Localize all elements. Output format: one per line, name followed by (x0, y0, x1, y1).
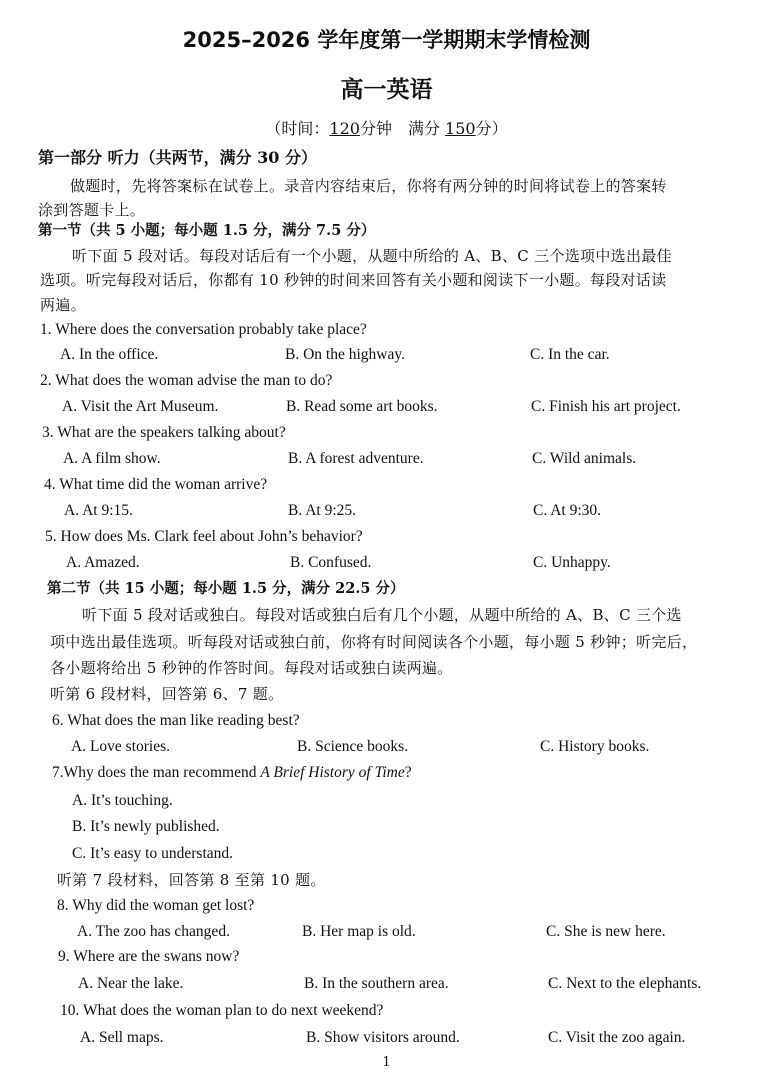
question-7-option-b: B. It’s newly published. (72, 818, 220, 835)
question-7-option-c: C. It’s easy to understand. (72, 845, 234, 862)
question-5-option-a: A. Amazed. (66, 554, 140, 571)
question-5-stem: 5. How does Ms. Clark feel about John’s behavior? (45, 528, 363, 545)
question-6-option-c: C. History books. (540, 738, 650, 755)
time-score-line (0, 119, 773, 139)
section2-instr-line3: 各小题将给出 5 秒钟的作答时间。每段对话或独白读两遍。 (50, 659, 453, 677)
question-4-option-b: B. At 9:25. (288, 502, 357, 519)
question-2-option-c: C. Finish his art project. (531, 398, 681, 415)
book-title: A Brief History of Time (260, 764, 405, 781)
section2-instr-line2: 项中选出最佳选项。听每段对话或独白前，你将有时间阅读各个小题，每小题 5 秒钟；听完后， (50, 633, 698, 651)
subject-title: 高一英语 (340, 77, 433, 103)
question-10-option-b: B. Show visitors around. (306, 1029, 460, 1046)
question-3-option-b: B. A forest adventure. (288, 450, 424, 467)
question-10-stem: 10. What does the woman plan to do next weekend? (60, 1002, 384, 1019)
part1-heading: 第一部分 听力（共两节，满分 30 分） (38, 148, 317, 167)
question-9-stem: 9. Where are the swans now? (58, 948, 240, 965)
question-4-option-c: C. At 9:30. (533, 502, 602, 519)
section1-heading: 第一节（共 5 小题；每小题 1.5 分，满分 7.5 分） (38, 222, 376, 239)
question-8-option-a: A. The zoo has changed. (77, 923, 230, 940)
part1-instruction-line1: 做题时，先将答案标在试卷上。录音内容结束后，你将有两分钟的时间将试卷上的答案转 (70, 177, 667, 195)
question-8-option-b: B. Her map is old. (302, 923, 416, 940)
section1-instr-line1: 听下面 5 段对话。每段对话后有一个小题，从题中所给的 A、B、C 三个选项中选出最佳 (72, 247, 672, 265)
score-value: 150 (445, 119, 476, 138)
question-6-stem: 6. What does the man like reading best? (52, 712, 300, 729)
question-3-stem: 3. What are the speakers talking about? (42, 424, 286, 441)
section1-instr-line2: 选项。听完每段对话后，你都有 10 秒钟的时间来回答有关小题和阅读下一小题。每段对话读 (40, 271, 667, 289)
question-7-stem-suffix: ? (404, 764, 412, 781)
question-8-stem: 8. Why did the woman get lost? (57, 897, 255, 914)
question-9-option-b: B. In the southern area. (304, 975, 449, 992)
question-3-option-c: C. Wild animals. (532, 450, 637, 467)
question-1-option-c: C. In the car. (530, 346, 610, 363)
question-10-option-c: C. Visit the zoo again. (548, 1029, 686, 1046)
question-2-stem: 2. What does the woman advise the man to do? (40, 372, 333, 389)
question-5-option-b: B. Confused. (290, 554, 372, 571)
page-number: 1 (382, 1055, 391, 1070)
section1-instr-line3: 两遍。 (40, 296, 86, 314)
question-7-stem-prefix: 7.Why does the man recommend (52, 764, 261, 781)
question-4-stem: 4. What time did the woman arrive? (44, 476, 268, 493)
time-mid: 分钟 满分 (359, 119, 446, 138)
question-5-option-c: C. Unhappy. (533, 554, 611, 571)
material-7-note: 听第 7 段材料，回答第 8 至第 10 题。 (57, 871, 326, 889)
question-1-option-a: A. In the office. (60, 346, 159, 363)
question-9-option-c: C. Next to the elephants. (548, 975, 702, 992)
question-3-option-a: A. A film show. (63, 450, 161, 467)
question-1-stem: 1. Where does the conversation probably take place? (40, 321, 367, 338)
time-value: 120 (329, 119, 360, 138)
question-8-option-c: C. She is new here. (546, 923, 666, 940)
section2-heading: 第二节（共 15 小题；每小题 1.5 分，满分 22.5 分） (47, 580, 405, 597)
question-2-option-b: B. Read some art books. (286, 398, 438, 415)
question-2-option-a: A. Visit the Art Museum. (62, 398, 219, 415)
exam-title: 2025–2026 学年度第一学期期末学情检测 (182, 28, 591, 52)
question-7-stem (52, 763, 412, 783)
question-7-option-a: A. It’s touching. (72, 792, 173, 809)
question-6-option-b: B. Science books. (297, 738, 409, 755)
question-4-option-a: A. At 9:15. (64, 502, 133, 519)
question-6-option-a: A. Love stories. (71, 738, 171, 755)
part1-instruction-line2: 涂到答题卡上。 (38, 201, 146, 219)
score-suffix: 分） (475, 119, 508, 138)
question-10-option-a: A. Sell maps. (80, 1029, 164, 1046)
question-1-option-b: B. On the highway. (285, 346, 405, 363)
material-6-note: 听第 6 段材料，回答第 6、7 题。 (50, 685, 284, 703)
section2-instr-line1: 听下面 5 段对话或独白。每段对话或独白后有几个小题，从题中所给的 A、B、C 三个选 (82, 606, 682, 624)
question-9-option-a: A. Near the lake. (78, 975, 184, 992)
time-prefix: （时间： (265, 119, 330, 138)
